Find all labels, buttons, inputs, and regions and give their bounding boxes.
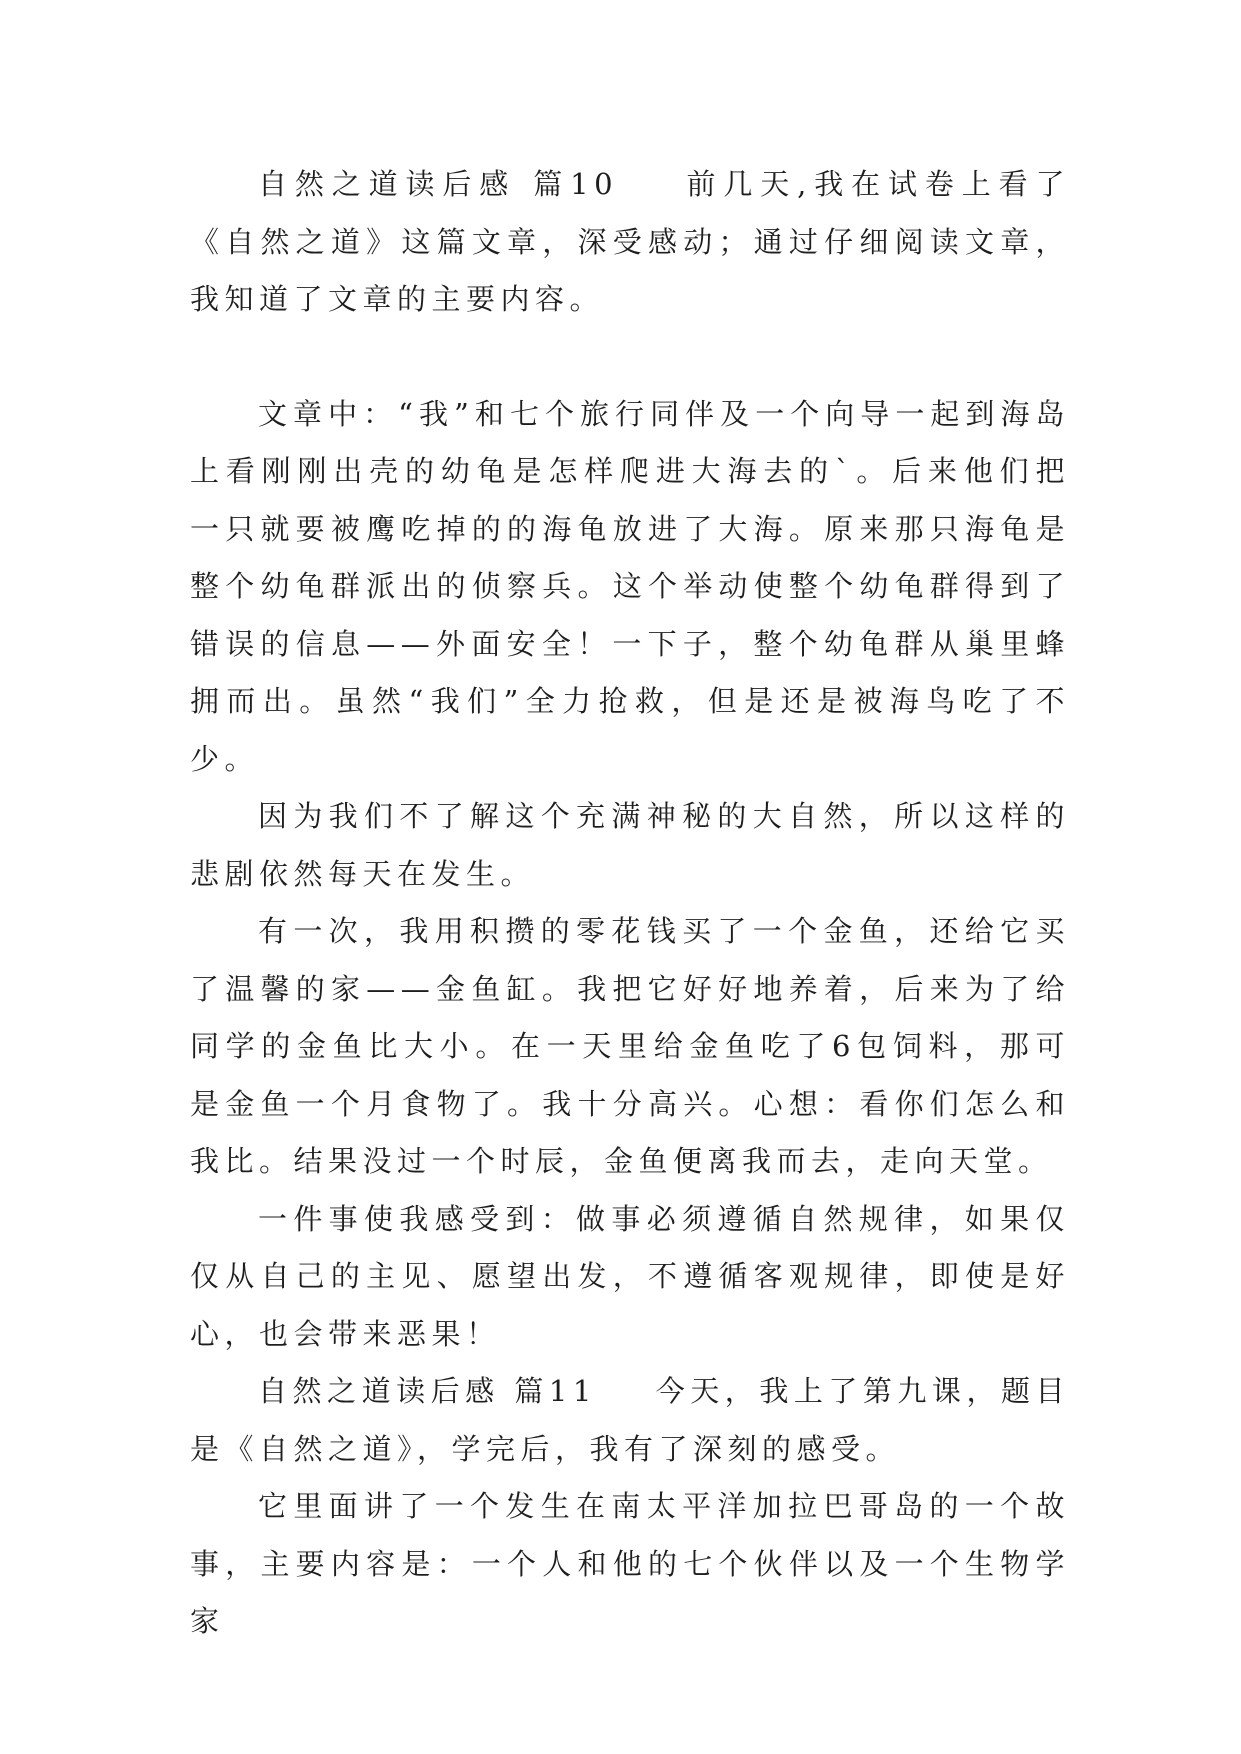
paragraph-gap (190, 329, 1070, 386)
document-body (190, 156, 1070, 1651)
paragraph-story-summary: 文章中：“我”和七个旅行同伴及一个向导一起到海岛上看刚刚出壳的幼龟是怎样爬进大海去的`。后来他们把一只就要被鹰吃掉的的海龟放进了大海。原来那只海龟是整个幼龟群派出的侦察兵。这个举动使整个幼龟群得到了错误的信息——外面安全！一下子，整个幼龟群从巢里蜂拥而出。虽然“我们”全力抢救，但是还是被海鸟吃了不少。 (190, 396, 1070, 776)
paragraph-reflection: 因为我们不了解这个充满神秘的大自然，所以这样的悲剧依然每天在发生。 (190, 799, 1070, 891)
paragraph-essay11-intro: 自然之道读后感 篇11 今天，我上了第九课，题目是《自然之道》，学完后，我有了深刻的感受。 (190, 1374, 1070, 1466)
paragraph-lesson: 一件事使我感受到：做事必须遵循自然规律，如果仅仅从自己的主见、愿望出发，不遵循客观规律，即使是好心，也会带来恶果！ (190, 1201, 1070, 1351)
paragraph-essay11-content: 它里面讲了一个发生在南太平洋加拉巴哥岛的一个故事，主要内容是：一个人和他的七个伙伴以及一个生物学家 (190, 1489, 1070, 1638)
paragraph-goldfish-story: 有一次，我用积攒的零花钱买了一个金鱼，还给它买了温馨的家——金鱼缸。我把它好好地养着，后来为了给同学的金鱼比大小。在一天里给金鱼吃了6包饲料，那可是金鱼一个月食物了。我十分高兴。心想：看你们怎么和我比。结果没过一个时辰，金鱼便离我而去，走向天堂。 (190, 914, 1070, 1178)
paragraph-essay10-intro: 自然之道读后感 篇10 前几天,我在试卷上看了《自然之道》这篇文章，深受感动；通过仔细阅读文章，我知道了文章的主要内容。 (190, 167, 1070, 316)
